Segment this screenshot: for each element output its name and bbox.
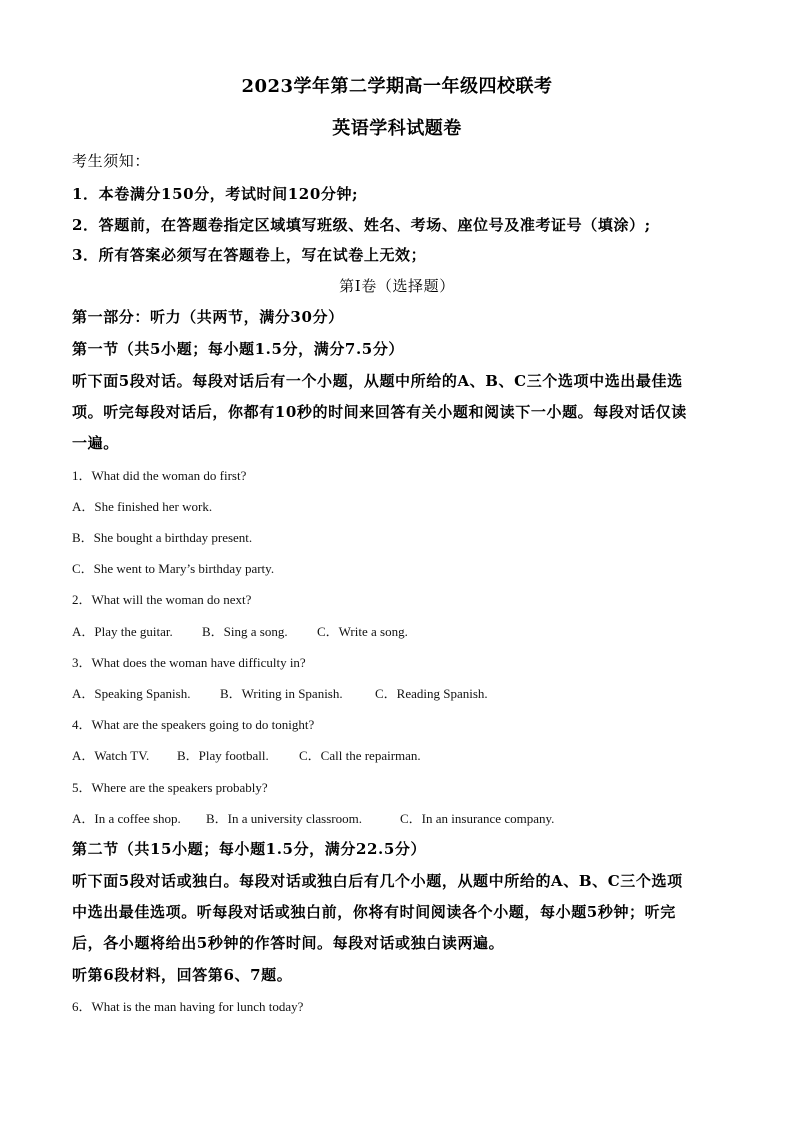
question-5-options (72, 808, 554, 827)
question-4-option-c: C．Call the repairman. (299, 748, 421, 763)
question-4-options (72, 745, 421, 764)
question-5-option-c: C．In an insurance company. (400, 811, 555, 826)
question-1-option-c: C．She went to Mary’s birthday party. (72, 561, 275, 576)
question-1: 1．What did the woman do first? (72, 468, 247, 483)
question-1-option-b: B．She bought a birthday present. (72, 530, 253, 545)
notice-heading: 考生须知： (72, 152, 151, 170)
exam-title: 2023学年第二学期高一年级四校联考 (241, 76, 553, 97)
notice-item-3: 3．所有答案必须写在答题卷上，写在试卷上无效； (72, 246, 427, 264)
exam-subtitle: 英语学科试题卷 (332, 118, 462, 139)
question-2: 2．What will the woman do next? (72, 592, 252, 607)
question-3-option-c: C．Reading Spanish. (375, 686, 488, 701)
section2-instruction-line: 中选出最佳选项。听每段对话或独白前，你将有时间阅读各个小题，每小题5秒钟；听完 (72, 903, 676, 921)
question-1-option-a: A．She finished her work. (72, 499, 213, 514)
question-4-option-b: B．Play football. (177, 748, 269, 763)
question-6: 6．What is the man having for lunch today? (72, 999, 304, 1014)
material-note: 听第6段材料，回答第6、7题。 (72, 966, 293, 984)
question-2-option-b: B．Sing a song. (202, 624, 288, 639)
question-2-option-c: C．Write a song. (317, 624, 408, 639)
question-3-options (72, 683, 488, 702)
question-3: 3．What does the woman have difficulty in? (72, 655, 306, 670)
section1-heading: 第一节（共5小题；每小题1.5分，满分7.5分） (72, 340, 405, 358)
question-5: 5．Where are the speakers probably? (72, 780, 268, 795)
question-4-option-a: A．Watch TV. (72, 748, 150, 763)
notice-item-2: 2．答题前，在答题卷指定区域填写班级、姓名、考场、座位号及准考证号（填涂）; (72, 216, 651, 234)
section1-instruction-line: 一遍。 (72, 434, 119, 452)
question-5-option-b: B．In a university classroom. (206, 811, 362, 826)
section1-instruction-line: 项。听完每段对话后，你都有10秒的时间来回答有关小题和阅读下一小题。每段对话仅读 (72, 403, 687, 421)
section2-instruction-line: 听下面5段对话或独白。每段对话或独白后有几个小题，从题中所给的A、B、C三个选项 (72, 872, 683, 890)
question-3-option-b: B．Writing in Spanish. (220, 686, 343, 701)
question-3-option-a: A．Speaking Spanish. (72, 686, 191, 701)
question-4: 4．What are the speakers going to do tonight? (72, 717, 315, 732)
section1-instruction-line: 听下面5段对话。每段对话后有一个小题，从题中所给的A、B、C三个选项中选出最佳选 (72, 372, 683, 390)
question-2-option-a: A．Play the guitar. (72, 624, 173, 639)
question-2-options (72, 621, 408, 640)
volume-heading: 第I卷（选择题） (339, 277, 455, 295)
notice-item-1: 1．本卷满分150分，考试时间120分钟; (72, 185, 359, 203)
question-5-option-a: A．In a coffee shop. (72, 811, 181, 826)
part1-heading: 第一部分：听力（共两节，满分30分） (72, 308, 344, 326)
section2-heading: 第二节（共15小题；每小题1.5分，满分22.5分） (72, 840, 427, 858)
section2-instruction-line: 后，各小题将给出5秒钟的作答时间。每段对话或独白读两遍。 (72, 934, 505, 952)
